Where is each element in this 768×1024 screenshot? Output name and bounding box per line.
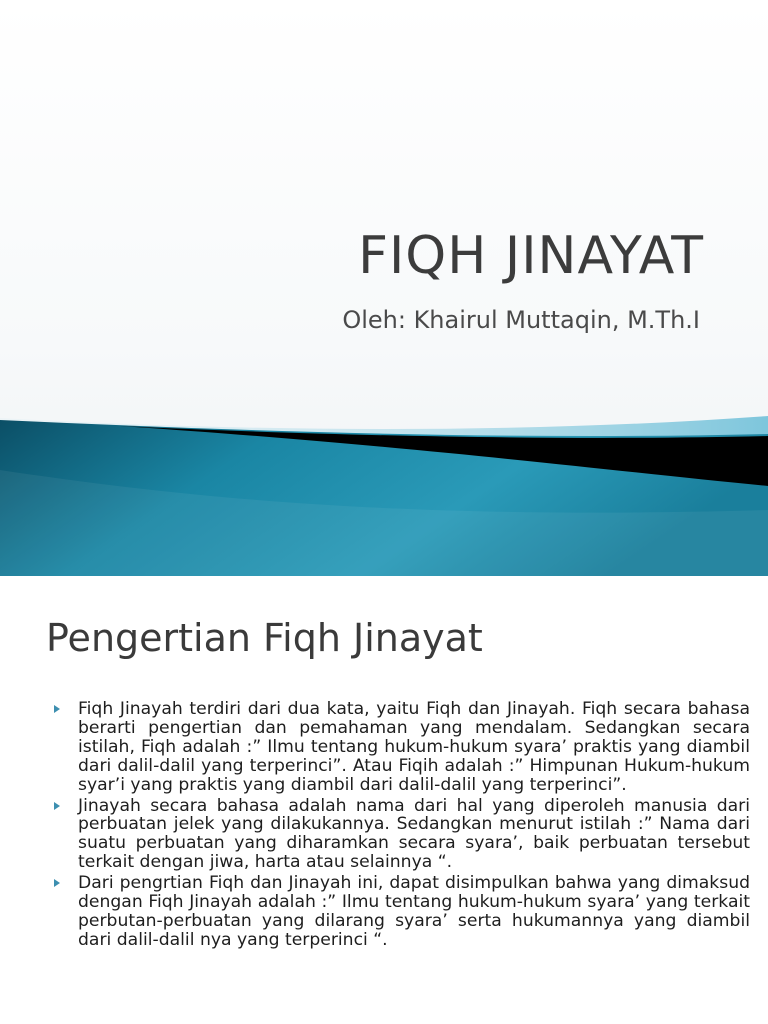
list-item <box>54 874 750 950</box>
triangle-bullet-icon <box>54 802 60 810</box>
list-item <box>54 797 750 873</box>
bullet-list <box>54 700 750 952</box>
triangle-bullet-icon <box>54 879 60 887</box>
content-slide <box>0 576 768 1024</box>
list-item-text: Dari pengrtian Fiqh dan Jinayah ini, dapat disimpulkan bahwa yang dimaksud dengan Fiqh Jinayah adalah :” Ilmu tentang hukum-hukum syara’ yang terkait perbutan-perbuatan yang dilarang syara’ serta hukumannya yang diambil dari dalil-dalil nya yang terperinci “. <box>78 873 750 950</box>
list-item-text: Fiqh Jinayah terdiri dari dua kata, yaitu Fiqh dan Jinayah. Fiqh secara bahasa berarti pengertian dan pemahaman yang mendalam. Sedangkan secara istilah, Fiqh adalah :” Ilmu tentang hukum-hukum syara’ praktis yang diambil dari dalil-dalil yang terperinci”. Atau Fiqih adalah :” Himpunan Hukum-hukum syar’i yang praktis yang diambil dari dalil-dalil yang terperinci”. <box>78 699 750 795</box>
slide-subtitle: Oleh: Khairul Muttaqin, M.Th.I <box>342 306 700 334</box>
list-item <box>54 700 750 795</box>
decorative-wave-band <box>0 410 768 576</box>
list-item-text: Jinayah secara bahasa adalah nama dari hal yang diperoleh manusia dari perbuatan jelek yang dilakukannya. Sedangkan menurut istilah :” Nama dari suatu perbuatan yang diharamkan secara syara’, baik perbuatan tersebut terkait dengan jiwa, harta atau selainnya “. <box>78 795 750 873</box>
slide-heading: Pengertian Fiqh Jinayat <box>46 616 483 660</box>
slide-title: FIQH JINAYAT <box>358 226 704 286</box>
triangle-bullet-icon <box>54 705 60 713</box>
